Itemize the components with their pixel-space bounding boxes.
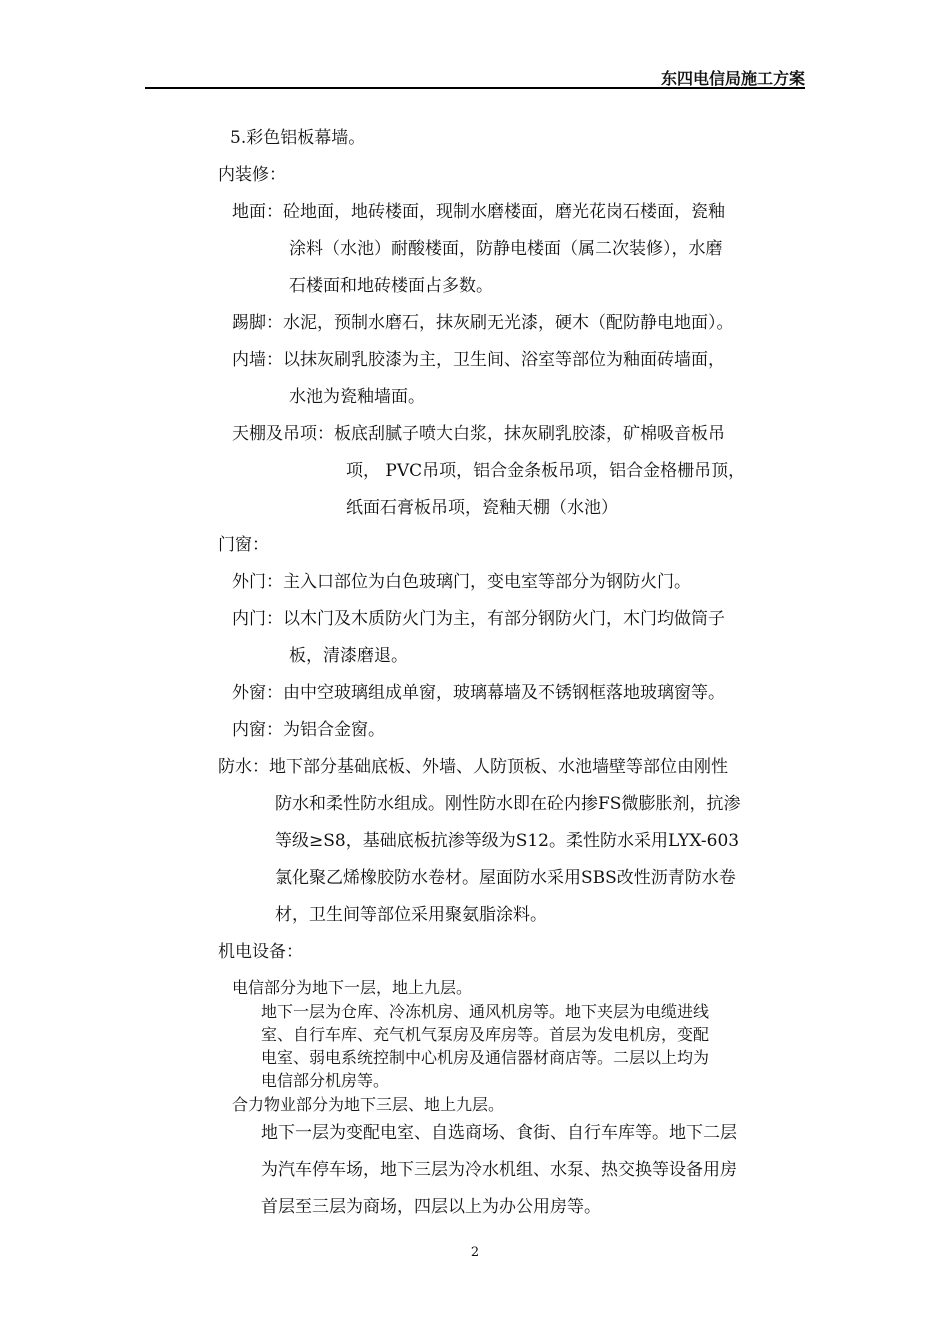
- line-waterproof-3: 等级≥S8，基础底板抗渗等级为S12。柔性防水采用LYX-603: [275, 831, 740, 851]
- line-interior-door-2: 板，清漆磨退。: [289, 646, 408, 666]
- header-rule: [145, 87, 805, 89]
- line-waterproof-2: 防水和柔性防水组成。刚性防水即在砼内掺FS微膨胀剂，抗渗: [275, 794, 741, 814]
- line-property-3: 首层至三层为商场，四层以上为办公用房等。: [261, 1197, 601, 1217]
- line-waterproof-5: 材，卫生间等部位采用聚氨脂涂料。: [275, 905, 547, 925]
- line-telecom-2: 室、自行车库、充气机气泵房及库房等。首层为发电机房，变配: [261, 1025, 710, 1044]
- line-telecom-4: 电信部分机房等。: [261, 1071, 390, 1090]
- line-interior-door-1: 内门：以木门及木质防火门为主，有部分钢防火门，木门均做筒子: [232, 609, 725, 629]
- page-number: 2: [470, 1245, 480, 1260]
- line-exterior-window: 外窗：由中空玻璃组成单窗，玻璃幕墙及不锈钢框落地玻璃窗等。: [232, 683, 725, 703]
- line-skirting: 踢脚：水泥，预制水磨石，抹灰刷无光漆，硬木（配防静电地面）。: [232, 313, 734, 333]
- line-interior-heading: 内装修：: [218, 165, 286, 185]
- line-ceiling-2: 项， PVC吊项，铝合金条板吊项，铝合金格栅吊顶，: [346, 461, 746, 481]
- line-ceiling-3: 纸面石膏板吊项，瓷釉天棚（水池）: [346, 498, 618, 518]
- line-floor-3: 石楼面和地砖楼面占多数。: [289, 276, 493, 296]
- line-interior-window: 内窗：为铝合金窗。: [232, 720, 385, 740]
- line-wall-1: 内墙：以抹灰刷乳胶漆为主，卫生间、浴室等部位为釉面砖墙面，: [232, 350, 725, 370]
- line-wall-2: 水池为瓷釉墙面。: [289, 387, 425, 407]
- line-waterproof-1: 防水：地下部分基础底板、外墙、人防顶板、水池墙壁等部位由刚性: [218, 757, 728, 777]
- line-doors-heading: 门窗：: [218, 535, 269, 555]
- line-property-2: 为汽车停车场，地下三层为冷水机组、水泵、热交换等设备用房: [261, 1160, 737, 1180]
- line-floor-1: 地面：砼地面，地砖楼面，现制水磨楼面，磨光花岗石楼面，瓷釉: [232, 202, 725, 222]
- line-ceiling-1: 天棚及吊项：板底刮腻子喷大白浆，抹灰刷乳胶漆，矿棉吸音板吊: [232, 424, 725, 444]
- line-telecom-1: 地下一层为仓库、冷冻机房、通风机房等。地下夹层为电缆进线: [261, 1002, 710, 1021]
- line-property-summary: 合力物业部分为地下三层、地上九层。: [232, 1095, 505, 1114]
- line-telecom-3: 电室、弱电系统控制中心机房及通信器材商店等。二层以上均为: [261, 1048, 710, 1067]
- header-title: 东四电信局施工方案: [660, 69, 805, 88]
- line-floor-2: 涂料（水池）耐酸楼面，防静电楼面（属二次装修），水磨: [289, 239, 723, 259]
- line-mep-heading: 机电设备：: [218, 942, 303, 962]
- line-telecom-summary: 电信部分为地下一层，地上九层。: [232, 978, 473, 997]
- line-waterproof-4: 氯化聚乙烯橡胶防水卷材。屋面防水采用SBS改性沥青防水卷: [275, 868, 736, 888]
- line-property-1: 地下一层为变配电室、自选商场、食街、自行车库等。地下二层: [261, 1123, 737, 1143]
- line-cladding: 5.彩色铝板幕墙。: [230, 128, 366, 148]
- line-exterior-door: 外门：主入口部位为白色玻璃门，变电室等部分为钢防火门。: [232, 572, 691, 592]
